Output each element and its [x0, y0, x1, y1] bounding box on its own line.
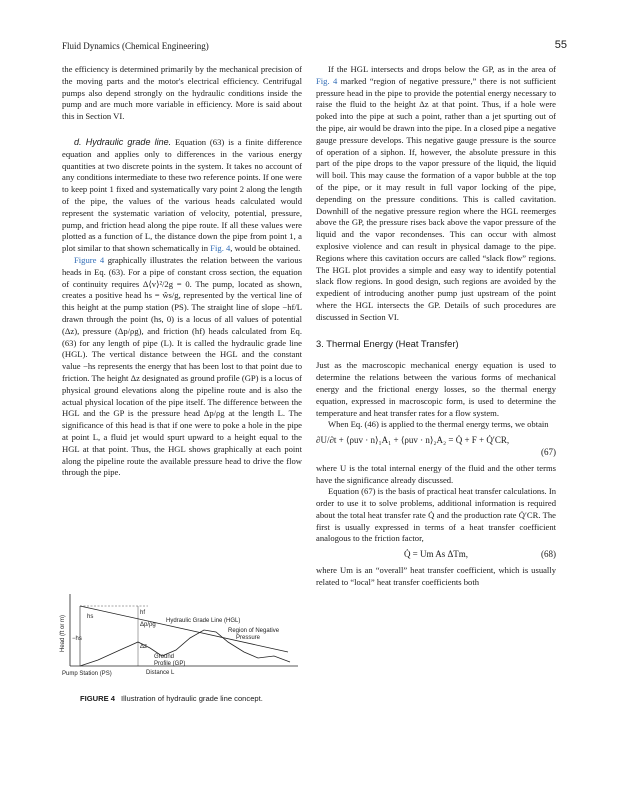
caption-text: Illustration of hydraulic grade line concept.: [121, 694, 263, 703]
hydraulic-grade-line-figure: [58, 592, 302, 678]
right-column: [316, 64, 556, 589]
negative-pressure-label-2: Pressure: [236, 635, 261, 641]
dp-label: Δp/ρg: [140, 622, 156, 628]
equation-67: ∂U/∂t + ⟨ρuv · n⟩₁A₁ + ⟨ρuv · n⟩₂A₂ = Q̇ + F + Q̇′CR, (67): [316, 435, 556, 457]
paragraph: When Eq. (46) is applied to the thermal energy terms, we obtain: [328, 419, 549, 430]
ground-label: Ground: [154, 654, 175, 660]
negative-pressure-label: Region of Negative: [228, 628, 280, 634]
figure-caption: [80, 694, 263, 703]
dz-label: Δz: [140, 644, 148, 650]
paragraph: Equation (67) is the basis of practical heat transfer calculations. In order to use it to solve problems, additional information is required about the total heat transfer rate Q̇ and the production rate Q̇′CR. The first is usually expressed in terms of a heat transfer coefficient analogous to the friction factor,: [316, 486, 556, 544]
figure-link[interactable]: Fig. 4: [316, 75, 338, 86]
page-number: 55: [554, 39, 567, 51]
section-heading: 3. Thermal Energy (Heat Transfer): [316, 337, 459, 349]
running-header: Fluid Dynamics (Chemical Engineering): [62, 41, 209, 51]
hgl-label: Hydraulic Grade Line (HGL): [166, 618, 241, 624]
figure-link[interactable]: Figure 4: [74, 254, 105, 265]
equation-number: (67): [541, 446, 556, 457]
equation-number: (68): [541, 549, 556, 560]
figure-link[interactable]: Fig. 4: [210, 243, 231, 254]
distance-label: Distance L: [146, 670, 175, 676]
subsection-heading: d. Hydraulic grade line.: [74, 136, 172, 147]
paragraph: If the HGL intersects and drops below the GP, as in the area of Fig. 4 marked “region of negative pressure,” there is not sufficient pressure head in the pipe to provide the potential energy necessary to raise the fluid to the height Δz at that point. Thus, if a hole were poked into the pipe at such a point, rather than a jet spurting out of the pipe, air would be drawn into the pipe. In a closed pipe a negative gauge pressure develops. This negative gauge pressure is the source of operation of a siphon. If, however, the absolute pressure in this part of the pipe drops to the vapor pressure of the liquid, the liquid will boil. This may cause the formation of a vapor bubble at the top of the pipe, or it may result in full vapor locking of the pipe, depending on the pressure conditions. This is called cavitation. Downhill of the negative pressure region where the HGL reemerges above the GP, the pressure rises back above the vapor pressure of the liquid and the vapor recondenses. This can occur with almost explosive violence and can result in physical damage to the pipe. Regions where this cavitation occurs are called “slack flow” regions. The HGL plot provides a simple and easy way to identify potential slack flow regions. In good design, such regions are avoided by the expedient of introducing another pump just upstream of the point where the HGL intersects the GP. Details of such procedures are discussed in Section VI.: [316, 64, 557, 322]
paragraph: where U is the total internal energy of the fluid and the other terms have the significance already discussed.: [316, 462, 556, 485]
paragraph: the efficiency is determined primarily by the mechanical precision of the moving parts and the motor's electrical efficiency. Centrifugal pumps also depend strongly on the hydraulic conditions inside the pump and are much more variable in efficiency. More is said about this in Section VI.: [62, 64, 302, 122]
pump-station-label: Pump Station (PS): [62, 671, 112, 677]
paragraph: where Um is an “overall” heat transfer coefficient, which is usually related to “local” heat transfer coefficients both: [316, 565, 556, 587]
paragraph: Just as the macroscopic mechanical energy equation is used to determine the relations between the various forms of mechanical energy and the frictional energy losses, so the thermal energy equation, expressed in macroscopic form, is used to determine the temperature and heat transfer rates for a flow system.: [316, 360, 556, 418]
equation-68: Q̇ = Um As ΔTm, (68): [403, 549, 556, 560]
hf-label: hf: [140, 610, 146, 616]
left-column: [62, 64, 302, 479]
y-axis-label: Head (ft or m): [60, 614, 66, 652]
hs-label: hs: [87, 614, 94, 620]
paragraph: Figure 4 graphically illustrates the relation between the various heads in Eq. (63). For a pipe of constant cross section, the equation of continuity requires Δ⟨v⟩²/2g = 0. The pump, located as shown, creates a positive head hs = ŵs/g, represented by the vertical line of this height at the pump station (PS). The straight line of slope −hf/L drawn through the point (hs, 0) is a locus of all values of potential (Δz), pressure (Δp/ρg), and friction (hf) heads calculated from Eq. (63) for any length of pipe (L). It is called the hydraulic grade line (HGL). The vertical distance between the HGL and the constant value −hs represents the energy that has been lost to that point due to friction. The height Δz designated as ground profile (GP) is a locus of physical ground elevations along the pipeline route and is also the actual physical location of the pipe itself. The difference between the HGL and the GP is the pressure head Δp/ρg at the length L. The significance of this head is that if one were to poke a hole in the pipe at point L, a fluid jet would spurt upward to a height equal to the HGL at that point. Thus, the HGL shows graphically at each point along the pipeline route the available pressure head to drive the flow through the pipe.: [62, 254, 302, 478]
neg-hs-label: −hs: [72, 636, 82, 642]
caption-label: FIGURE 4: [80, 694, 116, 703]
paragraph: d. Hydraulic grade line. Equation (63) is a finite difference equation and applies only to differences in the various energy quantities at two discrete points in the system. It takes no account of any conditions intermediate to these two reference points. If one were to keep point 1 fixed and systematically vary point 2 along the length of the pipe, the values of the various heads calculated would represent the systematic variation of velocity, potential, pressure, pump, and friction head along the pipe route. If all these values were plotted as a function of L, the distance down the pipe from point 1, a plot similar to that shown schematically in Fig. 4, would be obtained.: [62, 136, 302, 254]
ground-profile-label: Profile (GP): [154, 661, 186, 667]
